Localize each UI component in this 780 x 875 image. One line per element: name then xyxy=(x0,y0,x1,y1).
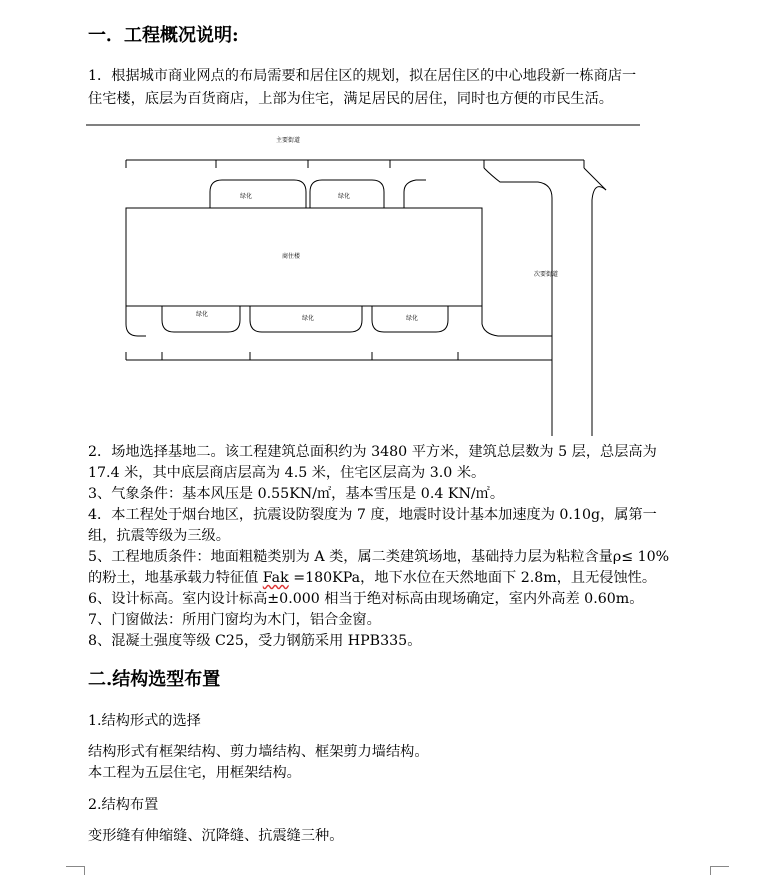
subheading-structure-layout: 2.结构布置 xyxy=(88,797,159,813)
label-main-road: 主要街道 xyxy=(276,137,301,144)
green-area-top-left xyxy=(210,180,306,208)
item-2-line-2: 17.4 米，其中底层商店层高为 4.5 米，住宅区层高为 3.0 米。 xyxy=(88,465,486,481)
item-5-line-2-suffix: =180KPa，地下水位在天然地面下 2.8m，且无侵蚀性。 xyxy=(288,570,657,586)
label-secondary-road: 次要街道 xyxy=(534,271,559,278)
item-5-line-2-prefix: 的粉土，地基承载力特征值 xyxy=(88,570,263,586)
item-1-line-1: 1．根据城市商业网点的布局需要和居住区的规划，拟在居住区的中心地段新一栋商店一 xyxy=(88,68,637,84)
item-1-line-2: 住宅楼，底层为百货商店，上部为住宅，满足居民的居住，同时也方便的市民生活。 xyxy=(88,91,613,107)
label-building: 商住楼 xyxy=(282,253,301,260)
label-green-bottom-right: 绿化 xyxy=(406,315,419,322)
section-heading-overview: 一．工程概况说明: xyxy=(88,25,239,46)
site-plan-drawing xyxy=(86,120,646,436)
road-edge-right-inner xyxy=(484,168,552,436)
subheading-structure-form: 1.结构形式的选择 xyxy=(88,713,201,729)
item-2-line-1: 2．场地选择基地二。该工程建筑总面积约为 3480 平方米，建筑总层数为 5 层，总层高为 xyxy=(88,444,657,460)
road-edge-right-outer xyxy=(592,187,606,436)
structure-layout-line-1: 变形缝有伸缩缝、沉降缝、抗震缝三种。 xyxy=(88,828,344,844)
green-area-bottom-left xyxy=(162,306,240,332)
label-green-bottom-mid: 绿化 xyxy=(302,315,315,322)
item-5-line-2 xyxy=(88,568,712,589)
item-5-line-1: 5、工程地质条件：地面粗糙类别为 A 类，属二类建筑场地，基础持力层为粘粒含量ρ≤ 10% xyxy=(88,549,670,565)
item-7: 7、门窗做法：所用门窗均为木门，铝合金窗。 xyxy=(88,612,381,628)
label-green-top-left: 绿化 xyxy=(240,193,253,200)
item-8: 8、混凝土强度等级 C25，受力钢筋采用 HPB335。 xyxy=(88,633,422,649)
item-4-line-1: 4．本工程处于烟台地区，抗震设防裂度为 7 度，地震时设计基本加速度为 0.10g，属第一 xyxy=(88,507,657,523)
label-green-bottom-left: 绿化 xyxy=(196,311,209,318)
item-3: 3、气象条件：基本风压是 0.55KN/㎡，基本雪压是 0.4 KN/㎡。 xyxy=(88,486,505,502)
structure-form-line-1: 结构形式有框架结构、剪力墙结构、框架剪力墙结构。 xyxy=(88,744,429,760)
item-4-line-2: 组，抗震等级为三级。 xyxy=(88,528,230,544)
label-green-top-right: 绿化 xyxy=(338,193,351,200)
section-heading-structure: 二.结构选型布置 xyxy=(88,669,221,690)
item-6: 6、设计标高。室内设计标高±0.000 相当于绝对标高由现场确定，室内外高差 0.60m。 xyxy=(88,591,644,607)
structure-form-line-2: 本工程为五层住宅，用框架结构。 xyxy=(88,765,301,781)
fak-term: Fak xyxy=(262,570,289,586)
building-footprint xyxy=(126,208,482,306)
